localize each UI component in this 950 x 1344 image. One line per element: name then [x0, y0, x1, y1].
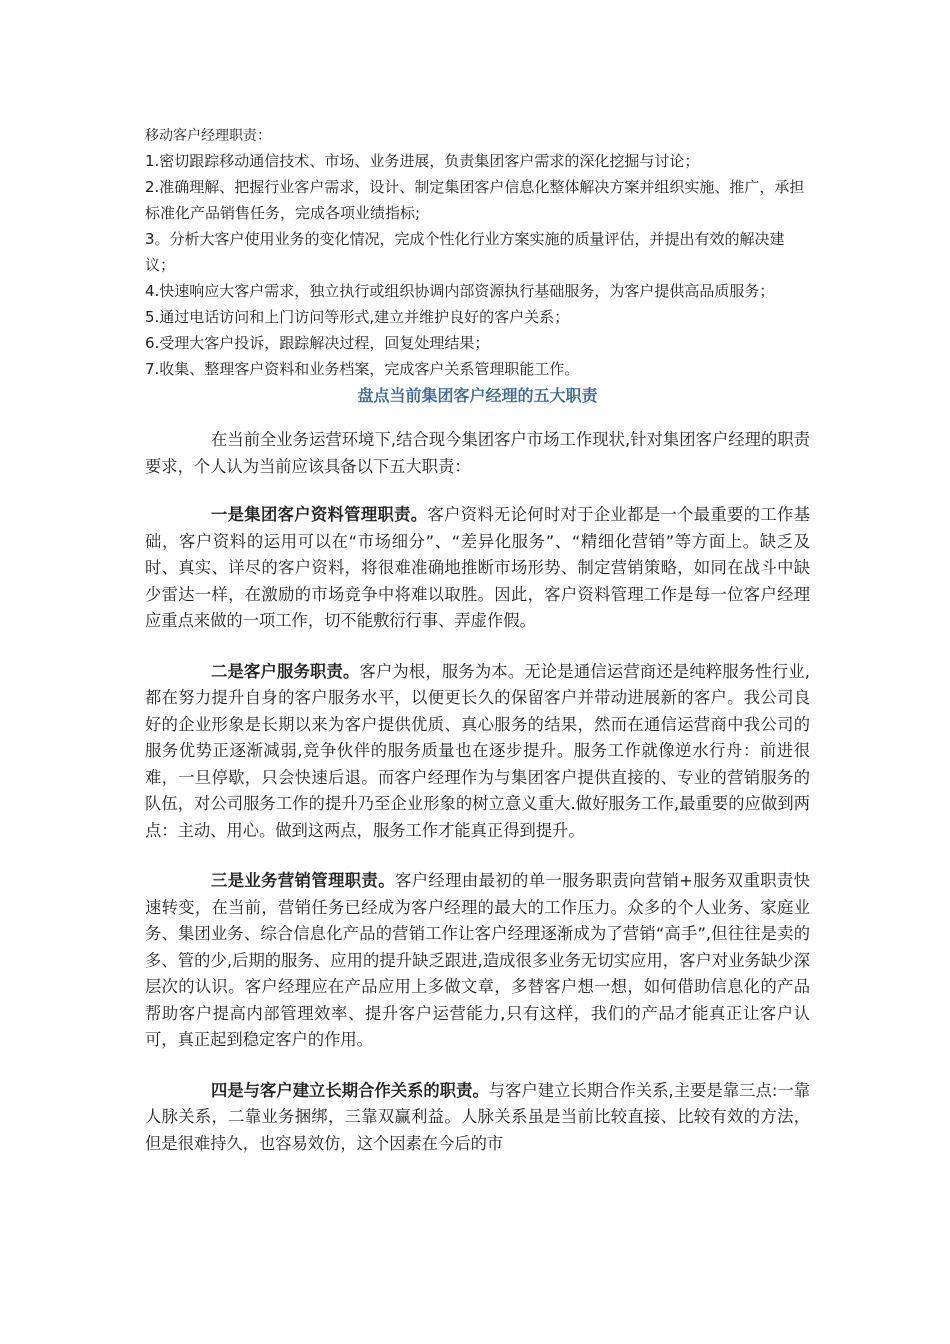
section-lead: 一是集团客户资料管理职责。: [211, 505, 428, 524]
list-item: 1.密切跟踪移动通信技术、市场、业务进展，负责集团客户需求的深化挖掘与讨论；: [145, 152, 700, 170]
section-body: 客户资料无论何时对于企业都是一个最重要的工作基础，客户资料的运用可以在“市场细分”、“差异化服务”、“精细化营销”等方面上。缺乏及时、真实、详尽的客户资料，将很难准确地推断市场形势、制定营销策略，如同在战斗中缺少雷达一样，在激励的市场竞争中将难以取胜。因此，客户资料管理工作是每一位客户经理应重点来做的一项工作，切不能敷衍行事、弄虚作假。: [145, 505, 810, 630]
section-paragraph: [145, 1078, 810, 1158]
list-item: 2.准确理解、把握行业客户需求，设计、制定集团客户信息化整体解决方案并组织实施、推广，承担标准化产品销售任务，完成各项业绩指标;: [145, 178, 805, 222]
list-item: 3。分析大客户使用业务的变化情况，完成个性化行业方案实施的质量评估，并提出有效的解决建议；: [145, 230, 785, 274]
list-item: 5.通过电话访问和上门访问等形式,建立并维护良好的客户关系；: [145, 308, 570, 326]
opening-paragraph: 在当前全业务运营环境下,结合现今集团客户市场工作现状,针对集团客户经理的职责要求，个人认为当前应该具备以下五大职责：: [145, 430, 810, 476]
list-item: 6.受理大客户投诉，跟踪解决过程，回复处理结果；: [145, 334, 490, 352]
section-lead: 二是客户服务职责。: [211, 661, 360, 681]
section-paragraph: [145, 659, 810, 845]
section-paragraph: [145, 868, 810, 1054]
article-title: 盘点当前集团客户经理的五大职责: [357, 386, 598, 405]
section-lead: 三是业务营销管理职责。: [211, 871, 395, 890]
section-body: 客户经理由最初的单一服务职责向营销+服务双重职责快速转变，在当前，营销任务已经成为客户经理的最大的工作压力。众多的个人业务、家庭业务、集团业务、综合信息化产品的营销工作让客户经理逐渐成为了营销“高手”,但往往是卖的多、管的少,后期的服务、应用的提升缺乏跟进,造成很多业务无切实应用，客户对业务缺少深层次的认识。客户经理应在产品应用上多做文章，多替客户想一想，如何借助信息化的产品帮助客户提高内部管理效率、提升客户运营能力,只有这样，我们的产品才能真正让客户认可，真正起到稳定客户的作用。: [145, 871, 810, 1049]
list-item: 4.快速响应大客户需求，独立执行或组织协调内部资源执行基础服务，为客户提供高品质服务；: [145, 282, 775, 300]
section-body: 与客户建立长期合作关系,主要是靠三点:一靠人脉关系，二靠业务捆绑，三靠双赢利益。人脉关系虽是当前比较直接、比较有效的方法，但是很难持久，也容易效仿，这个因素在今后的市: [145, 1080, 810, 1153]
duty-list: [145, 148, 810, 382]
section-body: 客户为根，服务为本。无论是通信运营商还是纯粹服务性行业,都在努力提升自身的客户服务水平，以便更长久的保留客户并带动进展新的客户。我公司良好的企业形象是长期以来为客户提供优质、真心服务的结果，然而在通信运营商中我公司的服务优势正逐渐减弱,竞争伙伴的服务质量也在逐步提升。服务工作就像逆水行舟：前进很难，一旦停歇，只会快速后退。而客户经理作为与集团客户提供直接的、专业的营销服务的队伍，对公司服务工作的提升乃至企业形象的树立意义重大.做好服务工作,最重要的应做到两点：主动、用心。做到这两点，服务工作才能真正得到提升。: [145, 661, 810, 840]
document-page: [145, 124, 810, 1181]
section-paragraph: [145, 502, 810, 635]
intro-heading: 移动客户经理职责：: [145, 128, 271, 144]
section-lead: 四是与客户建立长期合作关系的职责。: [211, 1080, 489, 1100]
list-item: 7.收集、整理客户资料和业务档案，完成客户关系管理职能工作。: [145, 360, 580, 378]
